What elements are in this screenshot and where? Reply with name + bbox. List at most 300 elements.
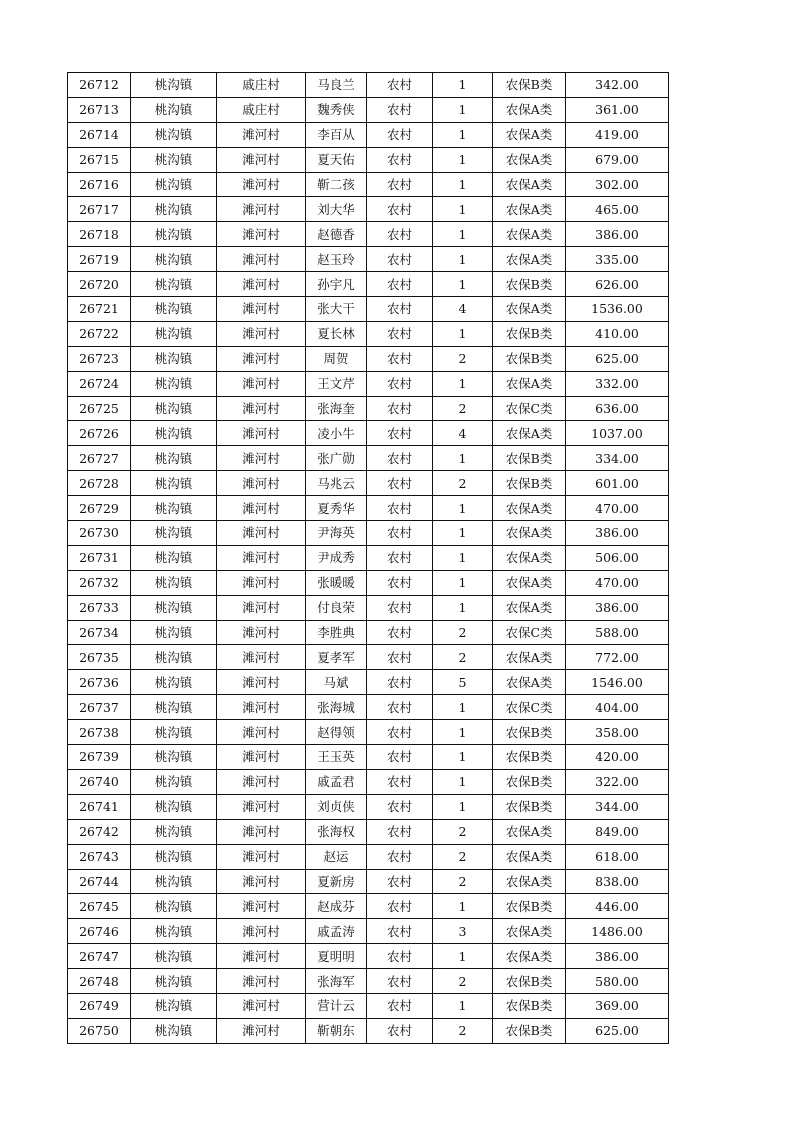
town-cell: 桃沟镇 <box>131 222 217 247</box>
household-type-cell: 农村 <box>367 919 433 944</box>
person-name-cell: 夏新房 <box>306 869 367 894</box>
town-cell: 桃沟镇 <box>131 620 217 645</box>
amount-cell: 386.00 <box>566 944 669 969</box>
household-type-cell: 农村 <box>367 446 433 471</box>
insurance-category-cell: 农保C类 <box>493 620 566 645</box>
amount-cell: 361.00 <box>566 97 669 122</box>
member-count-cell: 1 <box>433 745 493 770</box>
town-cell: 桃沟镇 <box>131 247 217 272</box>
person-name-cell: 张海城 <box>306 695 367 720</box>
town-cell: 桃沟镇 <box>131 794 217 819</box>
amount-cell: 625.00 <box>566 346 669 371</box>
household-type-cell: 农村 <box>367 769 433 794</box>
town-cell: 桃沟镇 <box>131 272 217 297</box>
amount-cell: 369.00 <box>566 993 669 1018</box>
village-cell: 滩河村 <box>217 421 306 446</box>
town-cell: 桃沟镇 <box>131 521 217 546</box>
table-row <box>68 645 669 670</box>
member-count-cell: 2 <box>433 969 493 994</box>
insurance-category-cell: 农保A类 <box>493 670 566 695</box>
insurance-category-cell: 农保A类 <box>493 919 566 944</box>
member-count-cell: 1 <box>433 172 493 197</box>
insurance-category-cell: 农保B类 <box>493 769 566 794</box>
amount-cell: 1486.00 <box>566 919 669 944</box>
person-name-cell: 尹海英 <box>306 521 367 546</box>
table-row <box>68 720 669 745</box>
record-id-cell: 26724 <box>68 371 131 396</box>
person-name-cell: 付良荣 <box>306 595 367 620</box>
table-row <box>68 794 669 819</box>
member-count-cell: 1 <box>433 545 493 570</box>
member-count-cell: 4 <box>433 421 493 446</box>
insurance-category-cell: 农保A类 <box>493 222 566 247</box>
village-cell: 滩河村 <box>217 321 306 346</box>
village-cell: 滩河村 <box>217 521 306 546</box>
amount-cell: 332.00 <box>566 371 669 396</box>
town-cell: 桃沟镇 <box>131 993 217 1018</box>
table-row <box>68 421 669 446</box>
record-id-cell: 26721 <box>68 297 131 322</box>
person-name-cell: 夏天佑 <box>306 147 367 172</box>
household-type-cell: 农村 <box>367 894 433 919</box>
member-count-cell: 1 <box>433 446 493 471</box>
insurance-category-cell: 农保A类 <box>493 371 566 396</box>
amount-cell: 419.00 <box>566 122 669 147</box>
town-cell: 桃沟镇 <box>131 122 217 147</box>
record-id-cell: 26734 <box>68 620 131 645</box>
member-count-cell: 2 <box>433 869 493 894</box>
table-row <box>68 371 669 396</box>
table-row <box>68 769 669 794</box>
insurance-category-cell: 农保B类 <box>493 720 566 745</box>
insurance-category-cell: 农保A类 <box>493 570 566 595</box>
amount-cell: 386.00 <box>566 595 669 620</box>
person-name-cell: 赵运 <box>306 844 367 869</box>
insurance-category-cell: 农保A类 <box>493 297 566 322</box>
member-count-cell: 1 <box>433 521 493 546</box>
town-cell: 桃沟镇 <box>131 645 217 670</box>
member-count-cell: 2 <box>433 844 493 869</box>
insurance-category-cell: 农保A类 <box>493 819 566 844</box>
insurance-category-cell: 农保C类 <box>493 695 566 720</box>
member-count-cell: 2 <box>433 645 493 670</box>
village-cell: 滩河村 <box>217 695 306 720</box>
table-row <box>68 247 669 272</box>
village-cell: 滩河村 <box>217 595 306 620</box>
town-cell: 桃沟镇 <box>131 545 217 570</box>
table-row <box>68 147 669 172</box>
person-name-cell: 张广勋 <box>306 446 367 471</box>
table-row <box>68 346 669 371</box>
record-id-cell: 26726 <box>68 421 131 446</box>
person-name-cell: 刘贞侠 <box>306 794 367 819</box>
person-name-cell: 马良兰 <box>306 73 367 98</box>
town-cell: 桃沟镇 <box>131 346 217 371</box>
record-id-cell: 26731 <box>68 545 131 570</box>
insurance-category-cell: 农保A类 <box>493 521 566 546</box>
village-cell: 滩河村 <box>217 247 306 272</box>
record-id-cell: 26744 <box>68 869 131 894</box>
person-name-cell: 凌小牛 <box>306 421 367 446</box>
amount-cell: 344.00 <box>566 794 669 819</box>
amount-cell: 849.00 <box>566 819 669 844</box>
insurance-category-cell: 农保A类 <box>493 496 566 521</box>
town-cell: 桃沟镇 <box>131 819 217 844</box>
insurance-category-cell: 农保B类 <box>493 321 566 346</box>
table-row <box>68 1018 669 1043</box>
amount-cell: 446.00 <box>566 894 669 919</box>
person-name-cell: 王文芹 <box>306 371 367 396</box>
household-type-cell: 农村 <box>367 97 433 122</box>
member-count-cell: 2 <box>433 620 493 645</box>
village-cell: 滩河村 <box>217 545 306 570</box>
village-cell: 滩河村 <box>217 944 306 969</box>
insurance-category-cell: 农保B类 <box>493 346 566 371</box>
amount-cell: 404.00 <box>566 695 669 720</box>
record-id-cell: 26736 <box>68 670 131 695</box>
household-type-cell: 农村 <box>367 794 433 819</box>
amount-cell: 580.00 <box>566 969 669 994</box>
member-count-cell: 1 <box>433 321 493 346</box>
household-type-cell: 农村 <box>367 147 433 172</box>
record-id-cell: 26715 <box>68 147 131 172</box>
table-row <box>68 844 669 869</box>
town-cell: 桃沟镇 <box>131 894 217 919</box>
village-cell: 滩河村 <box>217 769 306 794</box>
insurance-category-cell: 农保A类 <box>493 122 566 147</box>
village-cell: 滩河村 <box>217 570 306 595</box>
record-id-cell: 26739 <box>68 745 131 770</box>
person-name-cell: 张海奎 <box>306 396 367 421</box>
record-id-cell: 26714 <box>68 122 131 147</box>
household-type-cell: 农村 <box>367 670 433 695</box>
table-row <box>68 545 669 570</box>
village-cell: 滩河村 <box>217 819 306 844</box>
person-name-cell: 张大干 <box>306 297 367 322</box>
household-type-cell: 农村 <box>367 396 433 421</box>
insurance-category-cell: 农保A类 <box>493 197 566 222</box>
member-count-cell: 1 <box>433 993 493 1018</box>
household-type-cell: 农村 <box>367 346 433 371</box>
table-row <box>68 745 669 770</box>
household-type-cell: 农村 <box>367 297 433 322</box>
insurance-category-cell: 农保B类 <box>493 446 566 471</box>
town-cell: 桃沟镇 <box>131 321 217 346</box>
town-cell: 桃沟镇 <box>131 944 217 969</box>
village-cell: 滩河村 <box>217 222 306 247</box>
person-name-cell: 营计云 <box>306 993 367 1018</box>
village-cell: 滩河村 <box>217 894 306 919</box>
amount-cell: 679.00 <box>566 147 669 172</box>
household-type-cell: 农村 <box>367 122 433 147</box>
record-id-cell: 26737 <box>68 695 131 720</box>
person-name-cell: 张暖暖 <box>306 570 367 595</box>
village-cell: 滩河村 <box>217 147 306 172</box>
records-table <box>67 72 669 1044</box>
town-cell: 桃沟镇 <box>131 919 217 944</box>
record-id-cell: 26733 <box>68 595 131 620</box>
household-type-cell: 农村 <box>367 844 433 869</box>
table-row <box>68 969 669 994</box>
household-type-cell: 农村 <box>367 819 433 844</box>
household-type-cell: 农村 <box>367 993 433 1018</box>
household-type-cell: 农村 <box>367 545 433 570</box>
household-type-cell: 农村 <box>367 521 433 546</box>
member-count-cell: 1 <box>433 272 493 297</box>
village-cell: 滩河村 <box>217 496 306 521</box>
household-type-cell: 农村 <box>367 695 433 720</box>
insurance-category-cell: 农保A类 <box>493 97 566 122</box>
member-count-cell: 1 <box>433 769 493 794</box>
town-cell: 桃沟镇 <box>131 695 217 720</box>
person-name-cell: 夏长林 <box>306 321 367 346</box>
household-type-cell: 农村 <box>367 371 433 396</box>
household-type-cell: 农村 <box>367 1018 433 1043</box>
person-name-cell: 夏秀华 <box>306 496 367 521</box>
household-type-cell: 农村 <box>367 969 433 994</box>
insurance-category-cell: 农保B类 <box>493 745 566 770</box>
amount-cell: 420.00 <box>566 745 669 770</box>
town-cell: 桃沟镇 <box>131 147 217 172</box>
table-row <box>68 919 669 944</box>
town-cell: 桃沟镇 <box>131 446 217 471</box>
table-row <box>68 595 669 620</box>
record-id-cell: 26718 <box>68 222 131 247</box>
member-count-cell: 2 <box>433 396 493 421</box>
town-cell: 桃沟镇 <box>131 172 217 197</box>
person-name-cell: 孙宇凡 <box>306 272 367 297</box>
insurance-category-cell: 农保A类 <box>493 247 566 272</box>
person-name-cell: 马斌 <box>306 670 367 695</box>
record-id-cell: 26727 <box>68 446 131 471</box>
person-name-cell: 魏秀侠 <box>306 97 367 122</box>
insurance-category-cell: 农保A类 <box>493 844 566 869</box>
amount-cell: 470.00 <box>566 570 669 595</box>
insurance-category-cell: 农保B类 <box>493 73 566 98</box>
person-name-cell: 王玉英 <box>306 745 367 770</box>
insurance-category-cell: 农保A类 <box>493 147 566 172</box>
table-row <box>68 396 669 421</box>
member-count-cell: 1 <box>433 247 493 272</box>
table-row <box>68 321 669 346</box>
record-id-cell: 26747 <box>68 944 131 969</box>
household-type-cell: 农村 <box>367 172 433 197</box>
person-name-cell: 李百从 <box>306 122 367 147</box>
village-cell: 滩河村 <box>217 919 306 944</box>
insurance-category-cell: 农保B类 <box>493 471 566 496</box>
member-count-cell: 1 <box>433 794 493 819</box>
town-cell: 桃沟镇 <box>131 421 217 446</box>
insurance-category-cell: 农保B类 <box>493 1018 566 1043</box>
village-cell: 滩河村 <box>217 620 306 645</box>
town-cell: 桃沟镇 <box>131 844 217 869</box>
record-id-cell: 26728 <box>68 471 131 496</box>
village-cell: 滩河村 <box>217 446 306 471</box>
household-type-cell: 农村 <box>367 595 433 620</box>
amount-cell: 470.00 <box>566 496 669 521</box>
record-id-cell: 26750 <box>68 1018 131 1043</box>
village-cell: 滩河村 <box>217 346 306 371</box>
table-row <box>68 73 669 98</box>
village-cell: 滩河村 <box>217 869 306 894</box>
record-id-cell: 26719 <box>68 247 131 272</box>
member-count-cell: 1 <box>433 720 493 745</box>
town-cell: 桃沟镇 <box>131 496 217 521</box>
record-id-cell: 26717 <box>68 197 131 222</box>
amount-cell: 838.00 <box>566 869 669 894</box>
village-cell: 滩河村 <box>217 844 306 869</box>
insurance-category-cell: 农保A类 <box>493 944 566 969</box>
record-id-cell: 26746 <box>68 919 131 944</box>
amount-cell: 358.00 <box>566 720 669 745</box>
household-type-cell: 农村 <box>367 745 433 770</box>
town-cell: 桃沟镇 <box>131 297 217 322</box>
village-cell: 滩河村 <box>217 396 306 421</box>
table-row <box>68 197 669 222</box>
village-cell: 滩河村 <box>217 297 306 322</box>
town-cell: 桃沟镇 <box>131 670 217 695</box>
record-id-cell: 26735 <box>68 645 131 670</box>
insurance-category-cell: 农保B类 <box>493 272 566 297</box>
record-id-cell: 26722 <box>68 321 131 346</box>
table-row <box>68 496 669 521</box>
record-id-cell: 26740 <box>68 769 131 794</box>
table-row <box>68 122 669 147</box>
household-type-cell: 农村 <box>367 944 433 969</box>
amount-cell: 1546.00 <box>566 670 669 695</box>
record-id-cell: 26741 <box>68 794 131 819</box>
person-name-cell: 赵德香 <box>306 222 367 247</box>
person-name-cell: 夏明明 <box>306 944 367 969</box>
insurance-category-cell: 农保A类 <box>493 645 566 670</box>
insurance-category-cell: 农保B类 <box>493 993 566 1018</box>
amount-cell: 636.00 <box>566 396 669 421</box>
village-cell: 滩河村 <box>217 371 306 396</box>
person-name-cell: 赵玉玲 <box>306 247 367 272</box>
table-row <box>68 869 669 894</box>
household-type-cell: 农村 <box>367 496 433 521</box>
record-id-cell: 26748 <box>68 969 131 994</box>
insurance-category-cell: 农保C类 <box>493 396 566 421</box>
amount-cell: 1037.00 <box>566 421 669 446</box>
amount-cell: 772.00 <box>566 645 669 670</box>
amount-cell: 588.00 <box>566 620 669 645</box>
town-cell: 桃沟镇 <box>131 97 217 122</box>
town-cell: 桃沟镇 <box>131 570 217 595</box>
town-cell: 桃沟镇 <box>131 595 217 620</box>
person-name-cell: 张海权 <box>306 819 367 844</box>
record-id-cell: 26713 <box>68 97 131 122</box>
table-row <box>68 570 669 595</box>
village-cell: 戚庄村 <box>217 73 306 98</box>
insurance-category-cell: 农保B类 <box>493 894 566 919</box>
table-row <box>68 471 669 496</box>
record-id-cell: 26749 <box>68 993 131 1018</box>
person-name-cell: 李胜典 <box>306 620 367 645</box>
record-id-cell: 26716 <box>68 172 131 197</box>
record-id-cell: 26723 <box>68 346 131 371</box>
village-cell: 滩河村 <box>217 197 306 222</box>
person-name-cell: 尹成秀 <box>306 545 367 570</box>
village-cell: 滩河村 <box>217 645 306 670</box>
table-row <box>68 894 669 919</box>
person-name-cell: 刘大华 <box>306 197 367 222</box>
member-count-cell: 5 <box>433 670 493 695</box>
member-count-cell: 1 <box>433 122 493 147</box>
person-name-cell: 夏孝军 <box>306 645 367 670</box>
record-id-cell: 26725 <box>68 396 131 421</box>
person-name-cell: 赵得领 <box>306 720 367 745</box>
member-count-cell: 2 <box>433 346 493 371</box>
insurance-category-cell: 农保A类 <box>493 595 566 620</box>
insurance-category-cell: 农保A类 <box>493 421 566 446</box>
amount-cell: 322.00 <box>566 769 669 794</box>
village-cell: 滩河村 <box>217 969 306 994</box>
table-row <box>68 670 669 695</box>
amount-cell: 335.00 <box>566 247 669 272</box>
household-type-cell: 农村 <box>367 272 433 297</box>
record-id-cell: 26743 <box>68 844 131 869</box>
table-row <box>68 222 669 247</box>
town-cell: 桃沟镇 <box>131 869 217 894</box>
town-cell: 桃沟镇 <box>131 73 217 98</box>
person-name-cell: 戚孟涛 <box>306 919 367 944</box>
member-count-cell: 2 <box>433 471 493 496</box>
member-count-cell: 1 <box>433 496 493 521</box>
person-name-cell: 张海军 <box>306 969 367 994</box>
amount-cell: 625.00 <box>566 1018 669 1043</box>
village-cell: 滩河村 <box>217 272 306 297</box>
person-name-cell: 戚孟君 <box>306 769 367 794</box>
household-type-cell: 农村 <box>367 197 433 222</box>
member-count-cell: 1 <box>433 73 493 98</box>
table-row <box>68 272 669 297</box>
person-name-cell: 赵成芬 <box>306 894 367 919</box>
member-count-cell: 1 <box>433 371 493 396</box>
table-row <box>68 993 669 1018</box>
person-name-cell: 周贺 <box>306 346 367 371</box>
village-cell: 滩河村 <box>217 745 306 770</box>
household-type-cell: 农村 <box>367 471 433 496</box>
town-cell: 桃沟镇 <box>131 969 217 994</box>
amount-cell: 410.00 <box>566 321 669 346</box>
amount-cell: 465.00 <box>566 197 669 222</box>
member-count-cell: 1 <box>433 222 493 247</box>
member-count-cell: 1 <box>433 944 493 969</box>
person-name-cell: 靳二孩 <box>306 172 367 197</box>
table-row <box>68 695 669 720</box>
table-row <box>68 620 669 645</box>
amount-cell: 302.00 <box>566 172 669 197</box>
village-cell: 滩河村 <box>217 1018 306 1043</box>
insurance-category-cell: 农保B类 <box>493 794 566 819</box>
table-row <box>68 446 669 471</box>
town-cell: 桃沟镇 <box>131 197 217 222</box>
member-count-cell: 1 <box>433 595 493 620</box>
record-id-cell: 26732 <box>68 570 131 595</box>
table-row <box>68 297 669 322</box>
village-cell: 滩河村 <box>217 993 306 1018</box>
insurance-category-cell: 农保A类 <box>493 545 566 570</box>
village-cell: 滩河村 <box>217 122 306 147</box>
member-count-cell: 1 <box>433 147 493 172</box>
amount-cell: 618.00 <box>566 844 669 869</box>
table-row <box>68 819 669 844</box>
household-type-cell: 农村 <box>367 570 433 595</box>
record-id-cell: 26745 <box>68 894 131 919</box>
person-name-cell: 靳朝东 <box>306 1018 367 1043</box>
member-count-cell: 1 <box>433 570 493 595</box>
